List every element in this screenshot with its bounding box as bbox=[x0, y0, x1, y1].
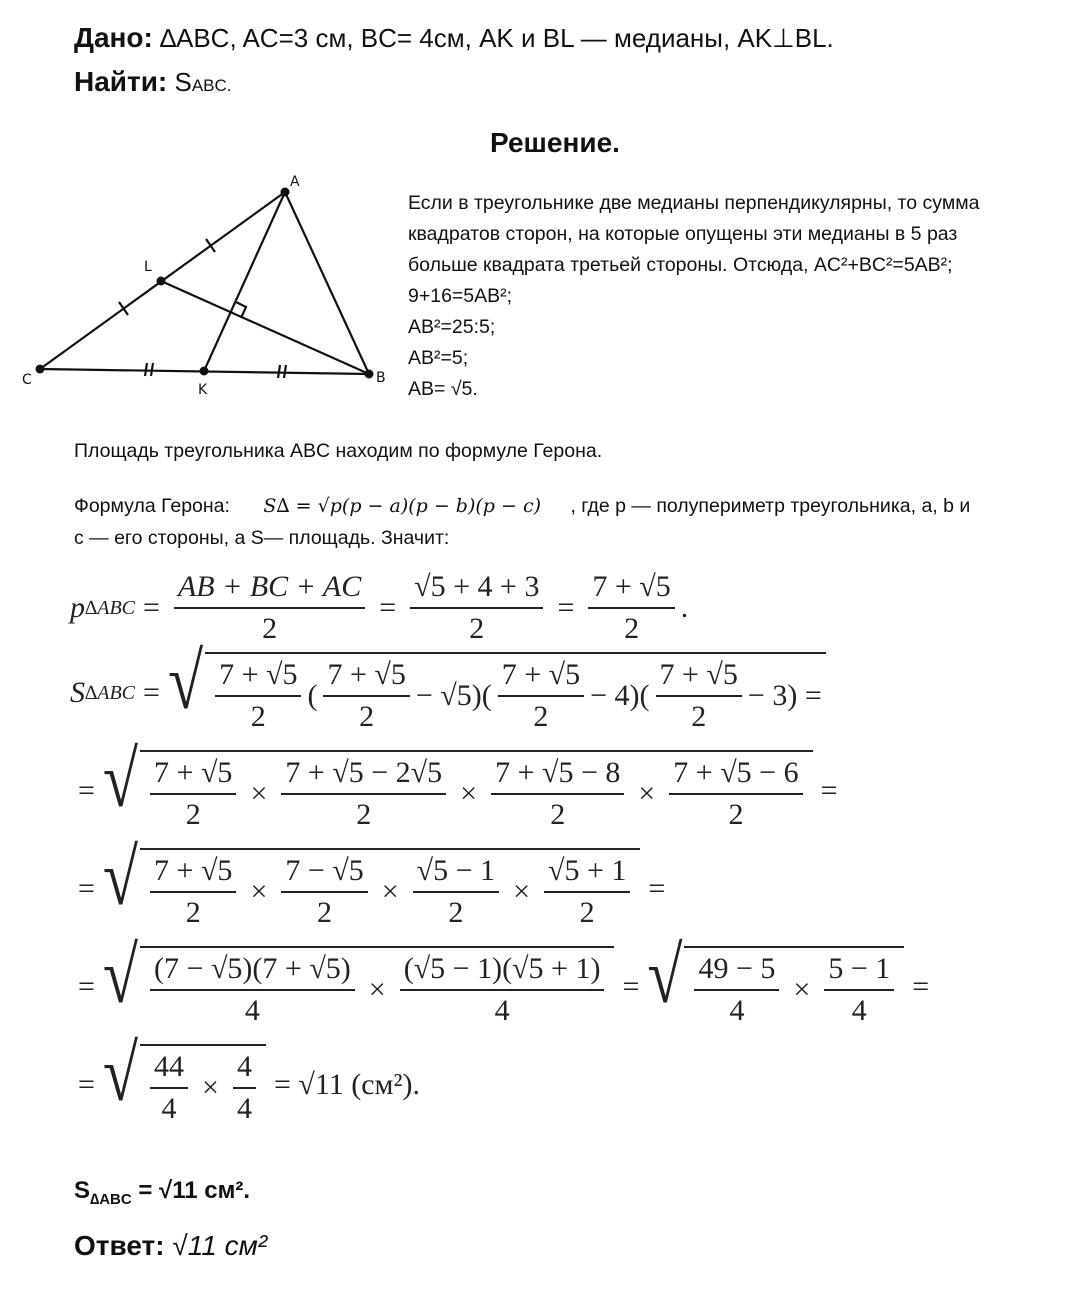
given-text: ∆ABC, AC=3 см, BC= 4см, AK и BL — медианы, AK⊥BL. bbox=[152, 23, 834, 53]
equation-area-4: = √ $\frac{(7 - √5)(7 + √5)}{4}$ × $\frac{(√5 - 1)(√5 + 1)}{4}$ = √ $\frac{49 - 5}{4}$ × $\frac{5 - 1}{4}$ = bbox=[78, 930, 930, 1027]
given-line bbox=[74, 22, 834, 54]
proof-line: AB= √5. bbox=[408, 378, 478, 400]
proof-line: Если в треугольнике две медианы перпендикулярны, то сумма bbox=[408, 192, 980, 214]
proof-line: AB²=5; bbox=[408, 347, 469, 369]
label-l: L bbox=[144, 259, 152, 275]
median-bl bbox=[161, 281, 369, 374]
label-k: K bbox=[198, 382, 208, 398]
equation-area-2: = √ $\frac{7 + √5}{2}$ × $\frac{7 + √5 - 2√5}{2}$ × $\frac{7 + √5 - 8}{2}$ × $\frac{7 + √5 - 6}{2}$ = bbox=[78, 734, 838, 831]
find-label: Найти: bbox=[74, 66, 168, 97]
triangle-figure bbox=[18, 170, 398, 410]
tick-la bbox=[206, 239, 215, 252]
find-s: S bbox=[167, 67, 192, 97]
p-sub: ∆ABC bbox=[85, 596, 136, 619]
final-s: S bbox=[74, 1177, 91, 1204]
find-line bbox=[74, 66, 232, 98]
p-fraction-2: $\frac{√5 + 4 + 3}{2}$ bbox=[410, 570, 543, 646]
point-c bbox=[36, 365, 45, 374]
label-b: B bbox=[376, 370, 386, 386]
median-ak bbox=[204, 192, 285, 371]
tick-cl bbox=[119, 302, 128, 315]
answer-label: Ответ: bbox=[74, 1230, 165, 1261]
equation-area-5: = √ $\frac{44}{4}$ × $\frac{4}{4}$ = √11 (см²). bbox=[78, 1028, 421, 1125]
find-sub: ABC. bbox=[191, 76, 232, 95]
tick-ck-1 bbox=[145, 363, 147, 376]
equation-semiperimeter: p ∆ABC = $\frac{AB + BC + AC}{2}$ = $\frac{√5 + 4 + 3}{2}$ = $\frac{7 + √5}{2}$ . bbox=[70, 570, 689, 645]
final-sub: ∆ABC bbox=[90, 1190, 132, 1208]
solution-title: Решение. bbox=[490, 127, 620, 158]
p-lhs: p bbox=[70, 591, 85, 624]
formula-label: Формула Герона: bbox=[74, 495, 230, 517]
point-a bbox=[281, 188, 290, 197]
answer-line bbox=[74, 1230, 267, 1262]
s-sub: ∆ABC bbox=[85, 681, 136, 704]
answer-value: √11 см² bbox=[164, 1230, 268, 1261]
heron-formula bbox=[74, 490, 1054, 554]
side-ab bbox=[285, 192, 369, 374]
tick-kb-2 bbox=[284, 365, 286, 378]
tick-ck-2 bbox=[151, 363, 153, 376]
point-b bbox=[365, 370, 374, 379]
final-value: = √11 см². bbox=[131, 1177, 251, 1204]
p-fraction-3: $\frac{7 + √5}{2}$ bbox=[588, 570, 674, 646]
proof-line: AB²=25:5; bbox=[408, 316, 496, 338]
heron-intro: Площадь треугольника ABC находим по формуле Герона. bbox=[74, 440, 603, 462]
point-k bbox=[200, 367, 209, 376]
proof-line: 9+16=5AB²; bbox=[408, 285, 513, 307]
point-l bbox=[157, 277, 166, 286]
label-a: A bbox=[290, 174, 300, 190]
proof-line: больше квадрата третьей стороны. Отсюда, AC²+BC²=5AB²; bbox=[408, 254, 953, 276]
final-area bbox=[74, 1177, 250, 1208]
equation-area-3: = √ $\frac{7 + √5}{2}$ × $\frac{7 - √5}{2}$ × $\frac{√5 - 1}{2}$ × $\frac{√5 + 1}{2}$ = bbox=[78, 832, 666, 929]
proof-text bbox=[408, 188, 1058, 405]
tick-kb-1 bbox=[278, 365, 280, 378]
area-result: = √11 (см²). bbox=[273, 1068, 421, 1101]
formula-line2: c — его стороны, а S— площадь. Значит: bbox=[74, 527, 450, 549]
equation-area-1: S ∆ABC = √ $\frac{7 + √5}{2}$ ( $\frac{7 + √5}{2}$ − √5)( $\frac{7 + √5}{2}$ − 4)( $\frac{7 + √5}{2}$ − 3) = bbox=[70, 652, 826, 734]
proof-line: квадратов сторон, на которые опущены эти медианы в 5 раз bbox=[408, 223, 958, 245]
formula-expr: S∆ = √p(p − a)(p − b)(p − c) bbox=[263, 495, 542, 517]
formula-after: , где p — полупериметр треугольника, a, b и bbox=[570, 495, 971, 517]
s-lhs: S bbox=[70, 676, 85, 709]
given-label: Дано: bbox=[74, 22, 153, 53]
p-fraction-1: $\frac{AB + BC + AC}{2}$ bbox=[174, 570, 365, 646]
label-c: C bbox=[22, 372, 32, 388]
